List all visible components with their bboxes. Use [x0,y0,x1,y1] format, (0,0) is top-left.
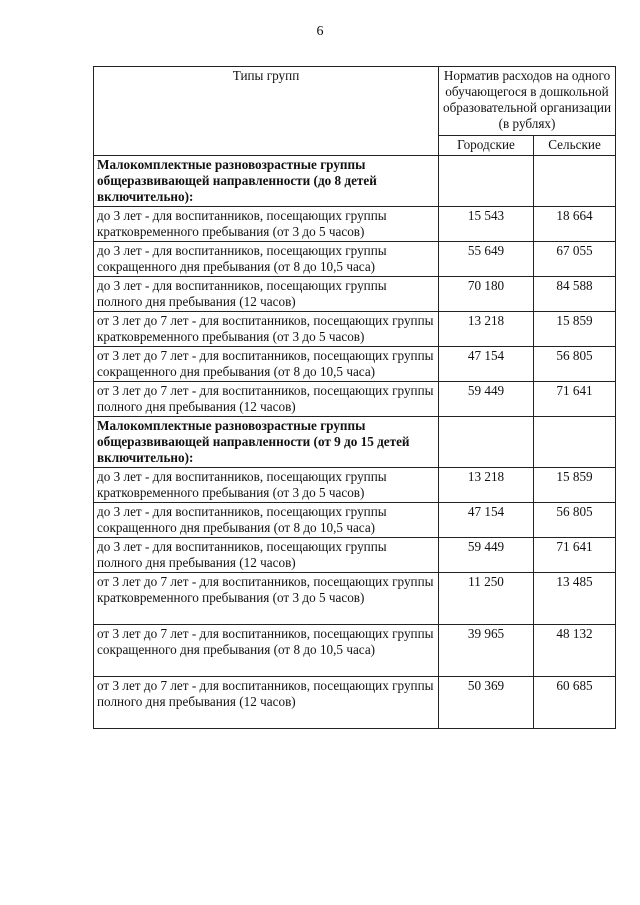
norms-table [93,66,616,729]
row-label: от 3 лет до 7 лет - для воспитанников, посещающих группы кратковременного пребывания (от 3 до 5 часов) [94,312,439,347]
row-label: от 3 лет до 7 лет - для воспитанников, посещающих группы сокращенного дня пребывания (от 8 до 10,5 часа) [94,625,439,677]
table-row [94,538,616,573]
section-row [94,417,616,468]
table-row [94,677,616,729]
table-row [94,242,616,277]
rural-value: 48 132 [534,625,616,677]
urban-value: 50 369 [439,677,534,729]
table-row [94,468,616,503]
table-row [94,347,616,382]
rural-value: 13 485 [534,573,616,625]
page-number: 6 [316,24,324,39]
rural-value: 71 641 [534,538,616,573]
empty-cell [534,417,616,468]
rural-value: 60 685 [534,677,616,729]
urban-value: 13 218 [439,312,534,347]
urban-value: 70 180 [439,277,534,312]
rural-value: 84 588 [534,277,616,312]
urban-value: 13 218 [439,468,534,503]
row-label: до 3 лет - для воспитанников, посещающих группы сокращенного дня пребывания (от 8 до 10,5 часа) [94,503,439,538]
urban-value: 55 649 [439,242,534,277]
rural-value: 15 859 [534,468,616,503]
row-label: от 3 лет до 7 лет - для воспитанников, посещающих группы кратковременного пребывания (от 3 до 5 часов) [94,573,439,625]
empty-cell [439,156,534,207]
urban-value: 59 449 [439,538,534,573]
row-label: до 3 лет - для воспитанников, посещающих группы полного дня пребывания (12 часов) [94,277,439,312]
urban-value: 39 965 [439,625,534,677]
rural-value: 15 859 [534,312,616,347]
section-row [94,156,616,207]
rural-value: 67 055 [534,242,616,277]
rural-value: 56 805 [534,503,616,538]
rural-value: 18 664 [534,207,616,242]
header-urban: Городские [439,136,534,156]
row-label: до 3 лет - для воспитанников, посещающих группы сокращенного дня пребывания (от 8 до 10,5 часа) [94,242,439,277]
table-row [94,382,616,417]
row-label: от 3 лет до 7 лет - для воспитанников, посещающих группы полного дня пребывания (12 часов) [94,677,439,729]
section-title: Малокомплектные разновозрастные группы общеразвивающей направленности (до 8 детей включительно): [94,156,439,207]
table-row [94,573,616,625]
empty-cell [439,417,534,468]
row-label: от 3 лет до 7 лет - для воспитанников, посещающих группы полного дня пребывания (12 часов) [94,382,439,417]
urban-value: 15 543 [439,207,534,242]
row-label: от 3 лет до 7 лет - для воспитанников, посещающих группы сокращенного дня пребывания (от 8 до 10,5 часа) [94,347,439,382]
table-header-row [94,67,616,136]
table-row [94,277,616,312]
table-row [94,625,616,677]
section-title: Малокомплектные разновозрастные группы общеразвивающей направленности (от 9 до 15 детей включительно): [94,417,439,468]
rural-value: 56 805 [534,347,616,382]
row-label: до 3 лет - для воспитанников, посещающих группы полного дня пребывания (12 часов) [94,538,439,573]
rural-value: 71 641 [534,382,616,417]
urban-value: 47 154 [439,503,534,538]
header-norm: Норматив расходов на одного обучающегося в дошкольной образовательной организации (в рублях) [439,67,616,136]
table-row [94,207,616,242]
row-label: до 3 лет - для воспитанников, посещающих группы кратковременного пребывания (от 3 до 5 часов) [94,207,439,242]
empty-cell [534,156,616,207]
urban-value: 59 449 [439,382,534,417]
header-rural: Сельские [534,136,616,156]
header-group-types: Типы групп [94,67,439,156]
row-label: до 3 лет - для воспитанников, посещающих группы кратковременного пребывания (от 3 до 5 часов) [94,468,439,503]
urban-value: 11 250 [439,573,534,625]
urban-value: 47 154 [439,347,534,382]
table-row [94,503,616,538]
table-row [94,312,616,347]
